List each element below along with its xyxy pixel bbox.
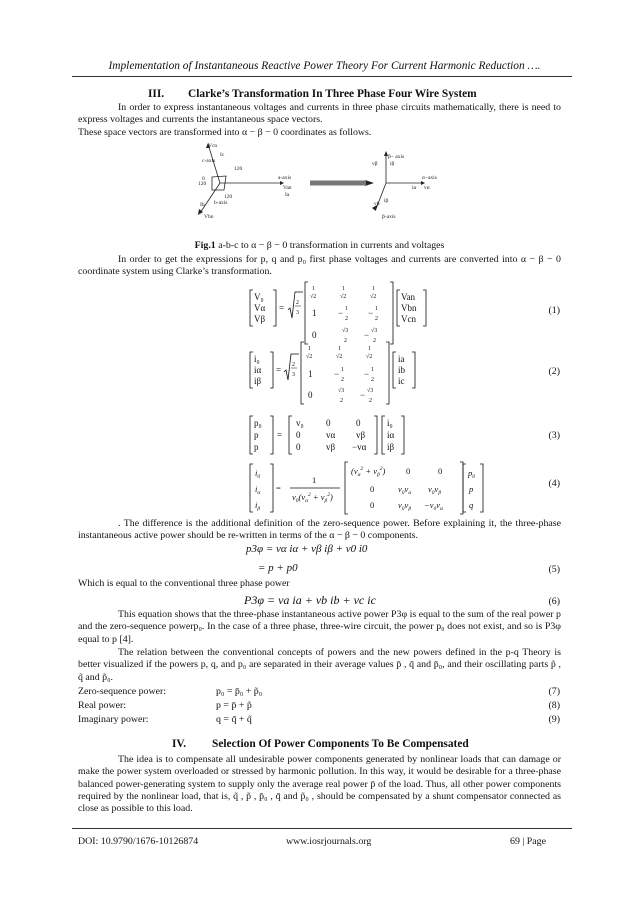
svg-text:0: 0: [312, 330, 317, 340]
equation-4: [248, 460, 488, 516]
label-b-axis: b-axis: [214, 200, 228, 206]
eq2-number: (2): [548, 366, 560, 377]
paragraph-compensation: The idea is to compensate all undesirable power components generated by nonlinear loads that can damage or make the power system overloaded or stressed by harmonic pollution. In this way, it would be desirable for a three-phase balanced power-generating system to supply only the average real power p̄ of the load. Thus, all other power components required by the nonlinear load, that is, q̃ , p̃ , p̄₀ , q̄ and p̃₀ , should be compensated by a shunt compensator connected as close as possible to this load.: [78, 754, 561, 815]
eq3-lhs-0: p₀: [254, 418, 262, 428]
svg-text:2: 2: [375, 316, 378, 322]
eq5-number: (5): [548, 564, 560, 575]
eq1-rhs-0: Van: [401, 292, 415, 302]
eq4-number: (4): [548, 478, 560, 489]
paragraph-shows: This equation shows that the three-phase instantaneous active power P3φ is equal to the sum of the real power p and the zero-sequence powerp₀. In the case of a three phase, three-wire circuit, the power p₀ does not exist, and so is P3φ equal to p [4].: [78, 609, 561, 645]
svg-text:√2: √2: [310, 294, 317, 300]
label-ia: Ia: [285, 192, 290, 198]
eq1-lhs-0: V₀: [254, 292, 264, 302]
svg-text:vβ: vβ: [356, 430, 366, 440]
svg-text:−v0vα: $-v_0v_\alpha$: [424, 500, 443, 512]
svg-text:√2: √2: [340, 294, 347, 300]
svg-text:1: 1: [312, 475, 317, 485]
svg-text:√3: √3: [338, 388, 345, 394]
eq3-lhs-1: p: [254, 430, 259, 440]
power-expr-real: p = p̄ + p̃: [216, 700, 252, 711]
svg-text:1: 1: [312, 286, 315, 292]
eq3-lhs-2: p: [254, 442, 259, 452]
svg-text:√3: √3: [367, 388, 374, 394]
svg-text:v0vβ: $v_0v_\beta$: [398, 500, 412, 512]
power-label-imaginary: Imaginary power:: [78, 714, 149, 725]
svg-text:−: −: [334, 369, 340, 379]
eq2-lhs-0: i₀: [254, 354, 260, 364]
svg-text:0: 0: [370, 500, 375, 510]
svg-text:2: 2: [296, 300, 299, 306]
label-zero: 0: [202, 176, 205, 182]
svg-text:iβ: $i_\beta$: [255, 500, 261, 512]
section-4-title: Selection Of Power Components To Be Compensated: [212, 738, 469, 750]
svg-text:−: −: [364, 330, 370, 340]
svg-text:1: 1: [338, 346, 341, 352]
eq1-lhs-1: Vα: [254, 303, 266, 313]
label-vbeta-bottom: vβ: [374, 201, 380, 207]
label-alpha-axis: α−axis: [422, 175, 437, 181]
svg-text:−: −: [364, 369, 370, 379]
eq8-number: (8): [548, 700, 560, 711]
power-label-real: Real power:: [78, 700, 126, 711]
paragraph-expressions: In order to get the expressions for p, q and p₀ first phase voltages and currents are converted into α − β − 0 coordinate system using Clarke’s transformation.: [78, 254, 561, 278]
paragraph-relation: The relation between the conventional concepts of powers and the new powers defined in the p-q Theory is better visualized if the powers p, q, and p₀ are separated in their average values p̄ , q̄ and p̄₀, and their oscillating parts p̃ , q̃ and p̃₀.: [78, 647, 561, 683]
svg-text:1: 1: [308, 369, 313, 379]
svg-text:2: 2: [340, 398, 343, 404]
label-vcn: Vcn: [208, 143, 218, 149]
clarke-transform-figure: [198, 138, 438, 228]
svg-text:=: =: [276, 483, 281, 493]
svg-text:0: 0: [296, 430, 301, 440]
svg-text:2: 2: [373, 338, 376, 344]
header-rule: [72, 76, 572, 77]
svg-text:vβ: vβ: [326, 442, 336, 452]
eq1-number: (1): [548, 305, 560, 316]
eq3-rhs-2: iβ: [387, 442, 395, 452]
svg-text:v0(vα2 + vβ2): $v_0(v_\alpha^2 + v_\beta^2)$: [292, 492, 333, 504]
label-angle-top: 120: [234, 166, 243, 172]
svg-text:0: 0: [326, 418, 331, 428]
svg-text:3: 3: [292, 372, 295, 378]
footer-page: 69 | Page: [510, 836, 546, 847]
svg-text:i0: $i_0$: [255, 468, 261, 480]
svg-text:(vα2 + vβ2): $(v_\alpha^2 + v_\beta^2)$: [351, 466, 386, 478]
power-expr-zero: p₀ = p̄₀ + p̃₀: [216, 686, 263, 697]
svg-text:=: =: [276, 365, 282, 375]
svg-text:2: 2: [371, 377, 374, 383]
svg-text:0: 0: [370, 484, 375, 494]
svg-text:1: 1: [312, 308, 317, 318]
eq1-rhs-2: Vcn: [401, 314, 416, 324]
eq6-expression: P3φ = va ia + vb ib + vc ic: [244, 593, 376, 607]
footer-rule: [72, 828, 572, 829]
eq7-number: (7): [548, 686, 560, 697]
section-3-title: Clarke’s Transformation In Three Phase Four Wire System: [188, 88, 477, 100]
eq3-rhs-0: i₀: [387, 418, 393, 428]
eq5-line-2: = p + p0: [258, 562, 298, 574]
svg-text:=: =: [277, 430, 283, 440]
label-van: Van: [283, 185, 292, 191]
equation-3: [248, 414, 448, 458]
svg-text:1: 1: [342, 286, 345, 292]
svg-text:√2: √2: [336, 354, 343, 360]
figure-caption-label: Fig.1: [194, 240, 216, 251]
svg-text:3: 3: [296, 310, 299, 316]
svg-text:0: 0: [438, 466, 443, 476]
footer-doi: DOI: 10.9790/1676-10126874: [78, 836, 199, 847]
eq2-rhs-1: ib: [398, 365, 406, 375]
paragraph-difference: . The difference is the additional definition of the zero-sequence power. Before explaining it, the three-phase instantaneous active power should be re-written in terms of the α − β − 0 components.: [78, 518, 561, 542]
figure-caption: [78, 240, 561, 251]
svg-text:1: 1: [372, 286, 375, 292]
svg-text:1: 1: [368, 346, 371, 352]
running-header: Implementation of Instantaneous Reactive Power Theory For Current Harmonic Reduction ….: [108, 60, 541, 72]
svg-text:−: −: [368, 308, 374, 318]
transform-arrow-icon: [365, 180, 374, 186]
eq2-lhs-2: iβ: [254, 376, 262, 386]
svg-text:0: 0: [406, 466, 411, 476]
svg-text:1: 1: [341, 367, 344, 373]
svg-text:−: −: [360, 390, 366, 400]
label-a-axis: a-axis: [278, 175, 292, 181]
svg-text:√3: √3: [371, 328, 378, 334]
svg-text:2: 2: [341, 377, 344, 383]
svg-text:0: 0: [356, 418, 361, 428]
eq9-number: (9): [548, 714, 560, 725]
paragraph-intro: In order to express instantaneous voltages and currents in three phase circuits mathematically, there is need to express voltages and currents the instantaneous space vectors.: [78, 102, 561, 126]
label-beta-axis-bottom: β-axis: [382, 214, 396, 220]
label-c-axis: c-axis: [202, 158, 216, 164]
svg-text:p: p: [469, 484, 474, 494]
power-label-zero: Zero-sequence power:: [78, 686, 167, 697]
svg-text:2: 2: [344, 338, 347, 344]
eq1-rhs-1: Vbn: [401, 303, 417, 313]
label-beta-axis-top: β− axis: [388, 154, 405, 160]
paragraph-equal: Which is equal to the conventional three phase power: [78, 578, 290, 589]
eq1-lhs-2: Vβ: [254, 314, 266, 324]
svg-text:0: 0: [296, 442, 301, 452]
svg-text:√3: √3: [342, 328, 349, 334]
svg-text:1: 1: [308, 346, 311, 352]
svg-text:2: 2: [292, 362, 295, 368]
svg-text:√2: √2: [306, 354, 313, 360]
eq5-line-1: p3φ = vα iα + vβ iβ + v0 i0: [246, 543, 368, 555]
svg-text:vα: vα: [326, 430, 336, 440]
eq6-number: (6): [548, 596, 560, 607]
figure-caption-text: a-b-c to α − β − 0 transformation in currents and voltages: [218, 240, 445, 251]
eq2-lhs-1: iα: [254, 365, 262, 375]
label-valpha: vα: [424, 185, 430, 191]
svg-text:1: 1: [345, 306, 348, 312]
section-3-number: III.: [148, 88, 165, 100]
svg-text:√2: √2: [370, 294, 377, 300]
svg-text:−vα: −vα: [352, 442, 367, 452]
svg-text:v0vβ: $v_0v_\beta$: [428, 484, 442, 496]
footer-site: www.iosrjournals.org: [286, 836, 372, 847]
svg-text:1: 1: [375, 306, 378, 312]
svg-text:v₀: v₀: [296, 418, 304, 428]
equation-1: [248, 280, 448, 348]
svg-text:−: −: [338, 308, 344, 318]
eq3-rhs-1: iα: [387, 430, 395, 440]
paragraph-space-vectors: These space vectors are transformed into α − β − 0 coordinates as follows.: [78, 127, 372, 138]
b-axis-line: [200, 183, 220, 213]
section-4-number: IV.: [172, 738, 187, 750]
label-angle-bottom: 120: [224, 194, 233, 200]
svg-text:q: q: [469, 500, 474, 510]
label-ibeta: iβ: [390, 161, 395, 167]
svg-text:2: 2: [345, 316, 348, 322]
svg-text:0: 0: [308, 390, 313, 400]
label-angle-left: 120: [198, 181, 207, 187]
svg-text:2: 2: [369, 398, 372, 404]
label-ic: Ic: [220, 152, 225, 158]
equation-2: [248, 340, 448, 408]
power-expr-imaginary: q = q̄ + q̃: [216, 714, 252, 725]
eq2-rhs-2: ic: [398, 376, 405, 386]
svg-text:=: =: [279, 303, 285, 313]
svg-text:p0: $p_0$: [468, 468, 475, 480]
label-vbeta: vβ: [372, 161, 378, 167]
svg-text:√2: √2: [366, 354, 373, 360]
label-ibeta-bottom: iβ: [384, 198, 389, 204]
label-vbn: Vbn: [204, 214, 214, 220]
svg-text:iα: $i_\alpha$: [255, 484, 261, 496]
svg-text:v0vα: $v_0v_\alpha$: [398, 484, 412, 496]
eq2-rhs-0: ia: [398, 354, 405, 364]
svg-text:1: 1: [371, 367, 374, 373]
label-ialpha: iα: [412, 185, 417, 191]
label-ib: Ib: [200, 202, 205, 208]
eq3-number: (3): [548, 430, 560, 441]
